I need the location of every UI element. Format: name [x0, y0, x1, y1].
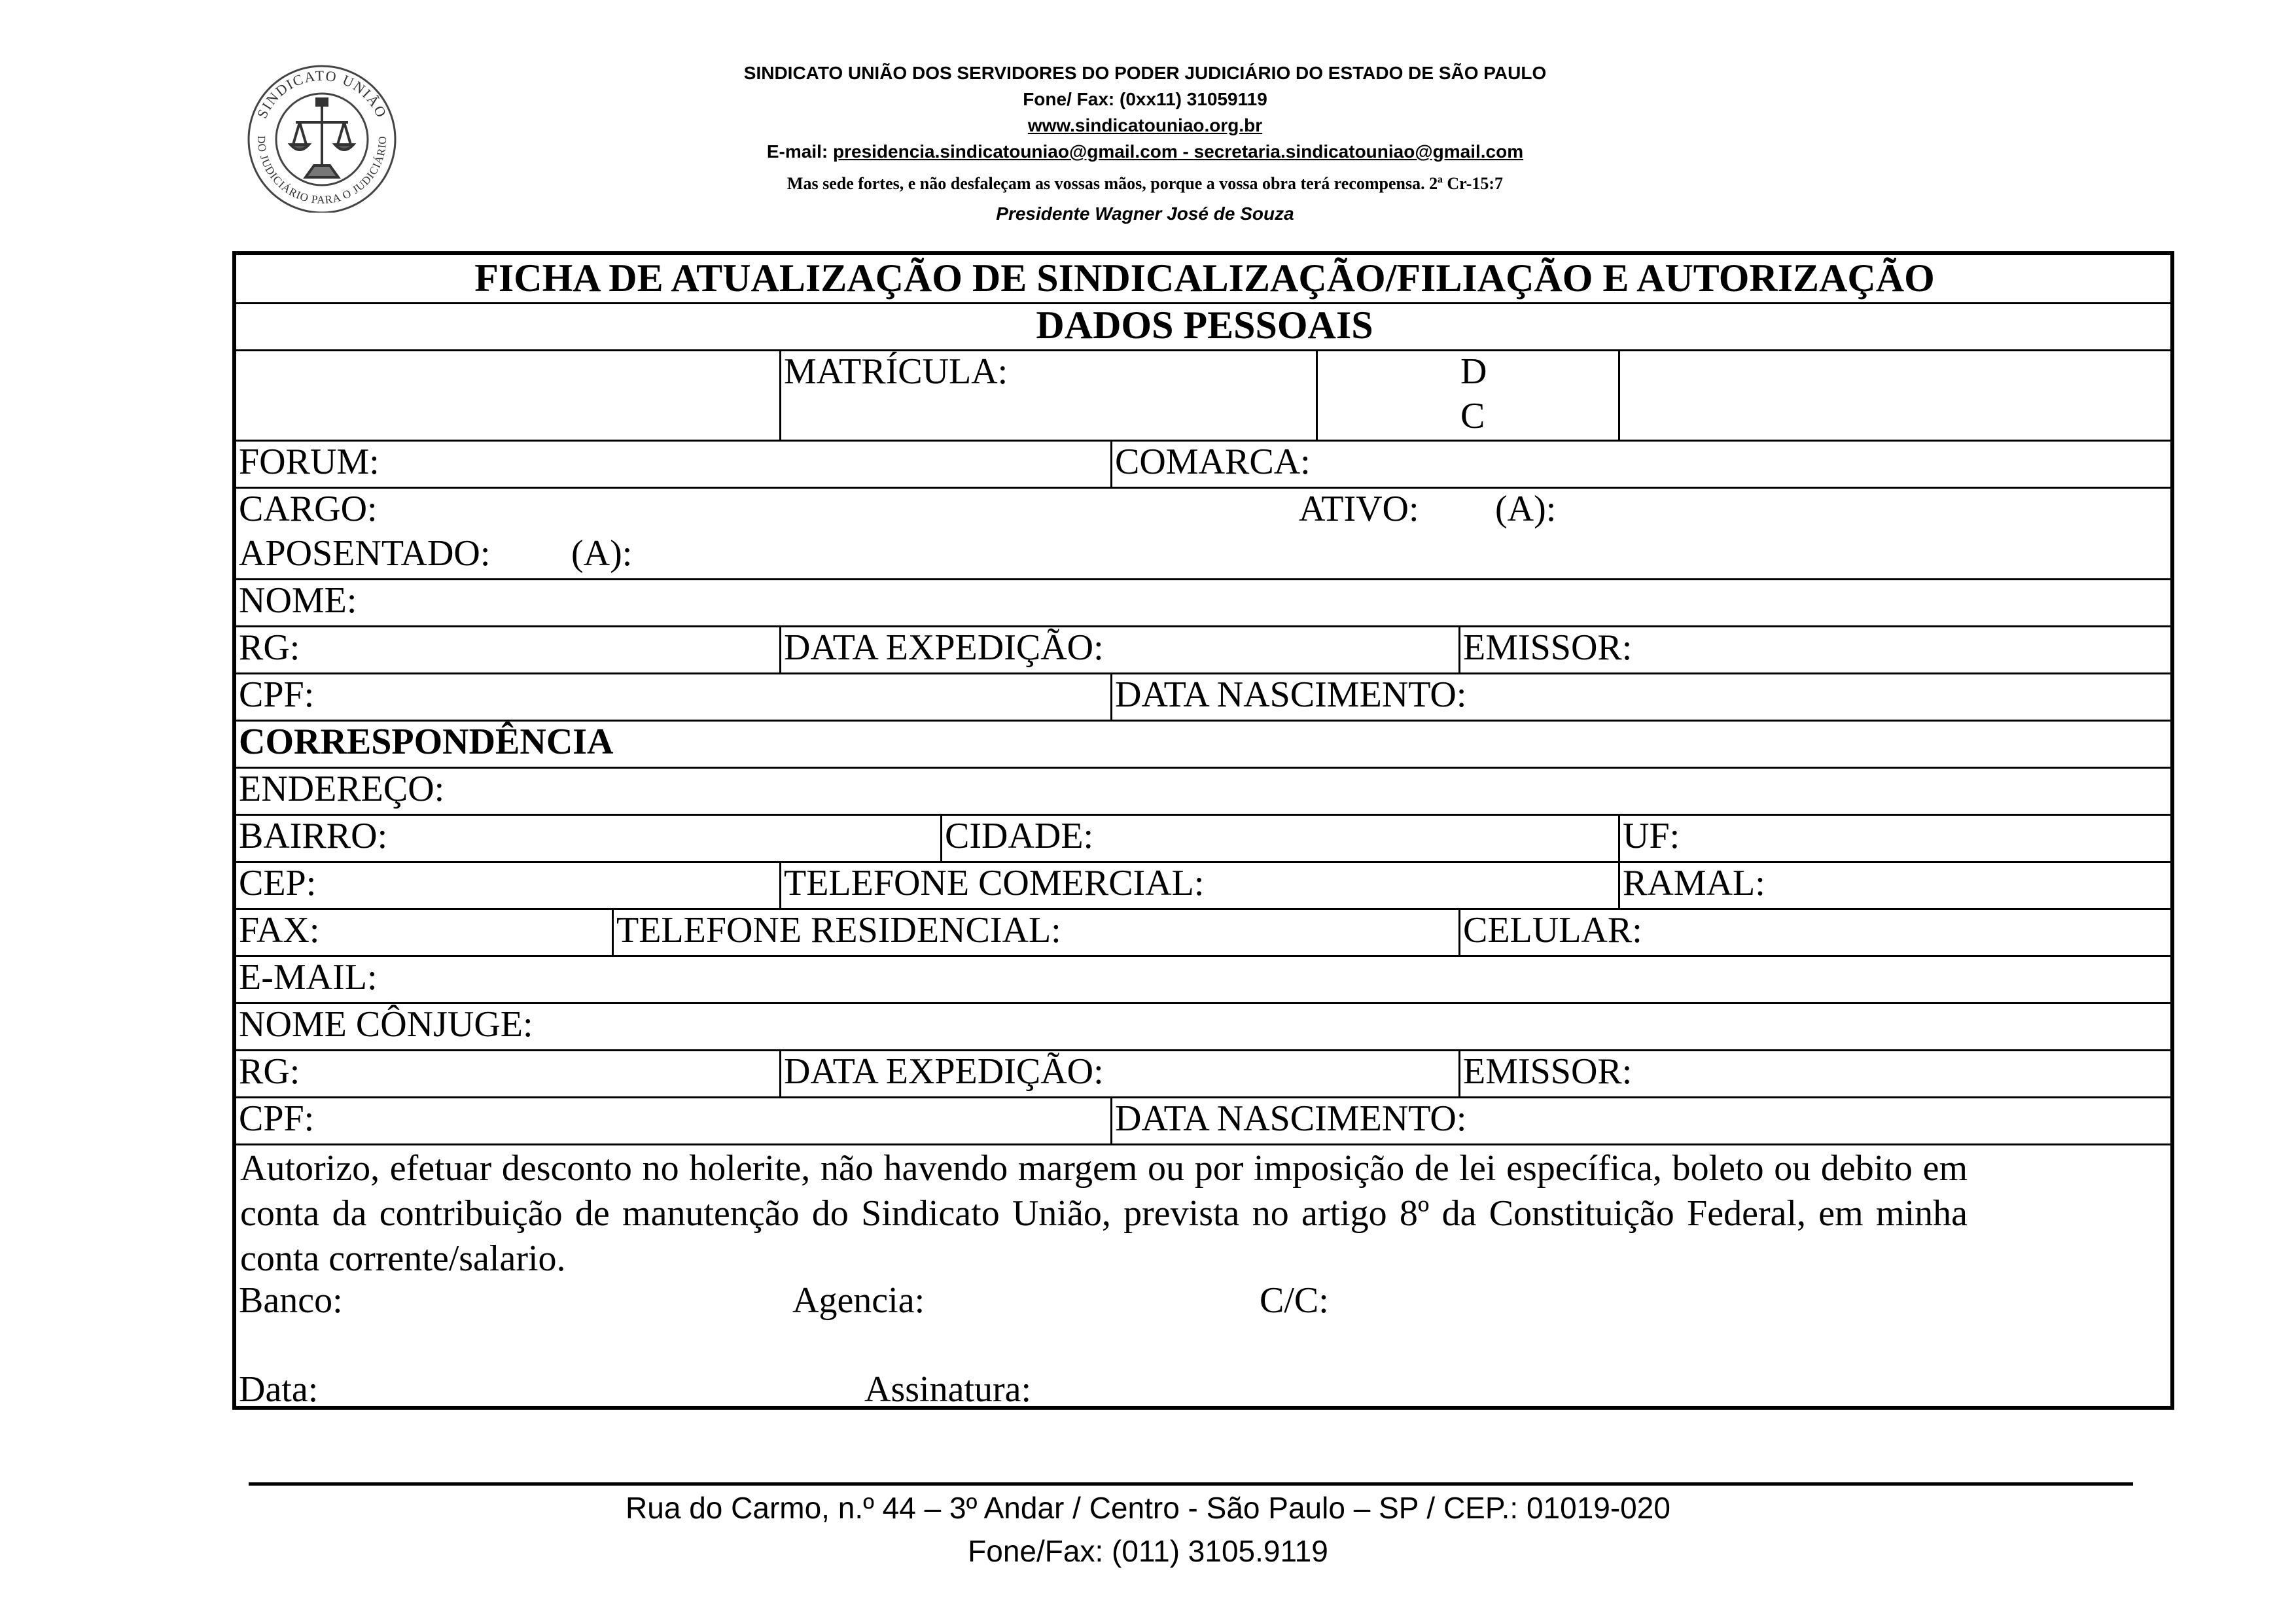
comarca-label: COMARCA: — [1115, 442, 1311, 482]
cc-field[interactable] — [1257, 1278, 1329, 1324]
letterhead — [589, 60, 1701, 229]
cargo-label: CARGO: — [239, 489, 378, 529]
data-expedicao-conjuge-label: DATA EXPEDIÇÃO: — [784, 1051, 1104, 1092]
endereco-row — [236, 767, 2170, 816]
cpf-conjuge-field[interactable] — [236, 1096, 1110, 1143]
celular-field[interactable] — [1458, 908, 2170, 955]
form-title: FICHA DE ATUALIZAÇÃO DE SINDICALIZAÇÃO/FILIAÇÃO E AUTORIZAÇÃO — [474, 256, 1935, 300]
blank-cell[interactable] — [236, 349, 779, 440]
ativo-a-label: (A): — [1495, 489, 1557, 529]
dc-value-field[interactable] — [1618, 349, 2170, 440]
aposentado-label: APOSENTADO: — [239, 533, 491, 574]
data-nascimento-field[interactable] — [1110, 672, 2170, 720]
cep-label: CEP: — [239, 863, 317, 903]
cpf-conjuge-label: CPF: — [239, 1098, 315, 1139]
nome-label: NOME: — [239, 580, 357, 621]
data-expedicao-conjuge-field[interactable] — [779, 1049, 1458, 1096]
agencia-label: Agencia: — [792, 1280, 925, 1321]
cargo-row — [236, 487, 2170, 580]
rg-row — [236, 625, 2170, 674]
telefone-residencial-field[interactable] — [612, 908, 1458, 955]
email-link-presidencia[interactable]: presidencia.sindicatouniao@gmail.com — [833, 141, 1178, 162]
matricula-label: MATRÍCULA: — [784, 351, 1008, 392]
org-name: SINDICATO UNIÃO DOS SERVIDORES DO PODER JUDICIÁRIO DO ESTADO DE SÃO PAULO — [743, 63, 1547, 83]
forum-field[interactable] — [236, 440, 1110, 487]
email-field[interactable] — [236, 955, 2170, 1002]
section-personal-heading: DADOS PESSOAIS — [1036, 304, 1373, 347]
matricula-field[interactable] — [779, 349, 1316, 440]
forum-label: FORUM: — [239, 442, 380, 482]
cidade-field[interactable] — [940, 814, 1618, 861]
nome-conjuge-label: NOME CÔNJUGE: — [239, 1004, 533, 1045]
aposentado-a-label: (A): — [571, 533, 633, 574]
president-name: Presidente Wagner José de Souza — [996, 203, 1294, 224]
matricula-row — [236, 349, 2170, 442]
org-phone: Fone/ Fax: (0xx11) 31059119 — [1023, 89, 1267, 109]
telefone-comercial-field[interactable] — [779, 861, 1618, 908]
cpf-conjuge-row — [236, 1096, 2170, 1145]
comarca-field[interactable] — [1110, 440, 2170, 487]
cep-field[interactable] — [236, 861, 779, 908]
rg-conjuge-row — [236, 1049, 2170, 1098]
rg-conjuge-label: RG: — [239, 1051, 300, 1092]
celular-label: CELULAR: — [1463, 910, 1642, 951]
footer-address: Rua do Carmo, n.º 44 – 3º Andar / Centro - São Paulo – SP / CEP.: 01019-020 — [626, 1491, 1670, 1525]
emissor-conjuge-label: EMISSOR: — [1463, 1051, 1633, 1092]
registration-form — [232, 251, 2174, 1410]
uf-label: UF: — [1623, 816, 1680, 856]
agencia-field[interactable] — [790, 1278, 925, 1324]
data-expedicao-label: DATA EXPEDIÇÃO: — [784, 627, 1104, 668]
telefone-comercial-label: TELEFONE COMERCIAL: — [784, 863, 1205, 903]
section-correspondence-heading: CORRESPONDÊNCIA — [239, 722, 614, 762]
cpf-row — [236, 672, 2170, 722]
rg-conjuge-field[interactable] — [236, 1049, 779, 1096]
form-title-row — [236, 255, 2170, 304]
dc-field[interactable] — [1458, 349, 1618, 440]
ramal-field[interactable] — [1618, 861, 2170, 908]
authorization-text: Autorizo, efetuar desconto no holerite, não havendo margem ou por imposição de lei específica, boleto ou debito em conta da contribuição de manutenção do Sindicato União, prevista no artigo 8º da Constituição Federal, em minha conta corrente/salario. — [240, 1148, 1968, 1279]
fax-label: FAX: — [239, 910, 320, 951]
section-personal-row — [236, 302, 2170, 351]
ramal-label: RAMAL: — [1623, 863, 1765, 903]
data-expedicao-field[interactable] — [779, 625, 1458, 672]
email-separator: - — [1177, 141, 1194, 162]
fax-row — [236, 908, 2170, 957]
section-correspondence-row — [236, 720, 2170, 769]
logo-ring-top-text: SINDICATO UNIÃO — [253, 67, 391, 121]
fax-field[interactable] — [236, 908, 612, 955]
data-field[interactable] — [236, 1367, 318, 1413]
dc-d-label: D — [1460, 351, 1487, 392]
data-nascimento-conjuge-field[interactable] — [1110, 1096, 2170, 1143]
email-label: E-mail: — [766, 141, 828, 162]
assinatura-label: Assinatura: — [864, 1369, 1032, 1410]
matricula-digit-field[interactable] — [1316, 349, 1458, 440]
dc-c-label: C — [1460, 396, 1485, 436]
bairro-label: BAIRRO: — [239, 816, 388, 856]
emissor-label: EMISSOR: — [1463, 627, 1633, 668]
ativo-label: ATIVO: — [1299, 489, 1419, 529]
banco-field[interactable] — [236, 1278, 343, 1324]
cidade-label: CIDADE: — [945, 816, 1094, 856]
email-link-secretaria[interactable]: secretaria.sindicatouniao@gmail.com — [1193, 141, 1524, 162]
rg-label: RG: — [239, 627, 300, 668]
union-seal-logo — [243, 62, 400, 213]
forum-row — [236, 440, 2170, 489]
cep-row — [236, 861, 2170, 910]
rg-field[interactable] — [236, 625, 779, 672]
nome-field[interactable] — [236, 578, 2170, 625]
cpf-label: CPF: — [239, 674, 315, 715]
footer — [0, 1486, 2296, 1573]
telefone-residencial-label: TELEFONE RESIDENCIAL: — [616, 910, 1061, 951]
org-emails — [589, 139, 1701, 165]
logo-ring-bottom-text: DO JUDICIÁRIO PARA O JUDICIÁRIO — [255, 135, 389, 207]
banco-label: Banco: — [239, 1280, 343, 1321]
data-label: Data: — [239, 1369, 319, 1410]
footer-phone: Fone/Fax: (011) 3105.9119 — [968, 1534, 1328, 1568]
emissor-field[interactable] — [1458, 625, 2170, 672]
cc-label: C/C: — [1260, 1280, 1329, 1321]
bairro-field[interactable] — [236, 814, 940, 861]
emissor-conjuge-field[interactable] — [1458, 1049, 2170, 1096]
motto: Mas sede fortes, e não desfaleçam as vossas mãos, porque a vossa obra terá recompensa. 2ª Cr-15:7 — [786, 174, 1504, 193]
cpf-field[interactable] — [236, 672, 1110, 720]
data-nascimento-label: DATA NASCIMENTO: — [1115, 674, 1467, 715]
nome-row — [236, 578, 2170, 627]
nome-conjuge-field[interactable] — [236, 1002, 2170, 1049]
endereco-label: ENDEREÇO: — [239, 769, 445, 809]
uf-field[interactable] — [1618, 814, 2170, 861]
nome-conjuge-row — [236, 1002, 2170, 1051]
bairro-row — [236, 814, 2170, 863]
org-website-link[interactable]: www.sindicatouniao.org.br — [1027, 115, 1263, 135]
endereco-field[interactable] — [236, 767, 2170, 814]
footer-divider — [249, 1482, 2133, 1486]
scales-of-justice-icon — [291, 99, 353, 177]
data-nascimento-conjuge-label: DATA NASCIMENTO: — [1115, 1098, 1467, 1139]
cargo-field[interactable] — [236, 487, 2170, 578]
email-label: E-MAIL: — [239, 957, 378, 998]
email-row — [236, 955, 2170, 1004]
assinatura-field[interactable] — [862, 1367, 1031, 1413]
